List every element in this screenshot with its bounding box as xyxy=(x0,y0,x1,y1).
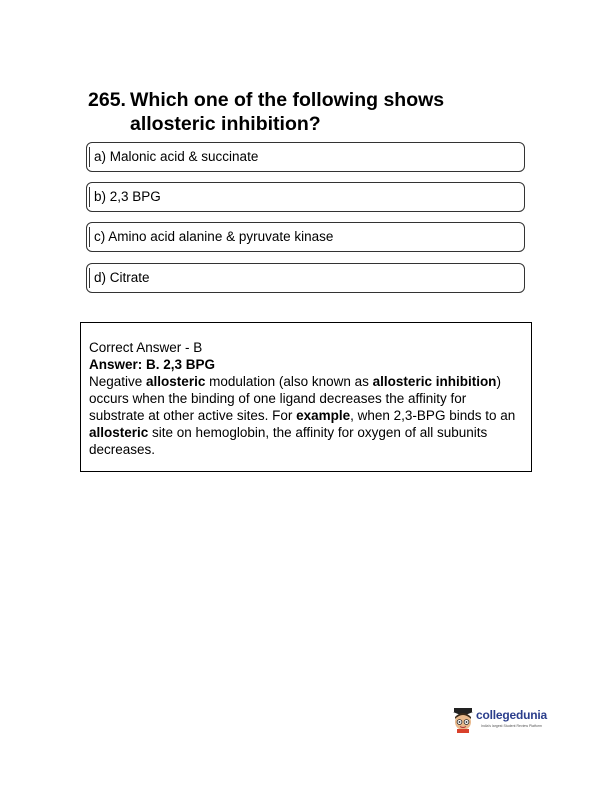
correct-answer: Correct Answer - B xyxy=(89,340,203,355)
explanation-segment: site on hemoglobin, the affinity for oxygen of all subunits decreases. xyxy=(89,425,488,457)
option-d[interactable]: d) Citrate xyxy=(86,263,525,293)
explanation-segment: , when 2,3-BPG binds to an xyxy=(350,408,516,423)
question-line-1: Which one of the following shows xyxy=(130,89,445,111)
option-c[interactable]: c) Amino acid alanine & pyruvate kinase xyxy=(86,222,525,252)
question-line-2: allosteric inhibition? xyxy=(130,113,321,135)
explanation-segment: allosteric inhibition xyxy=(372,374,497,389)
question-text xyxy=(88,88,528,136)
explanation-segment: allosteric xyxy=(89,425,149,440)
question-number: 265. xyxy=(88,89,126,111)
option-b[interactable]: b) 2,3 BPG xyxy=(86,182,525,212)
answer-explanation xyxy=(89,373,523,458)
option-a[interactable]: a) Malonic acid & succinate xyxy=(86,142,525,172)
explanation-segment: ) occurs when the binding of one ligand decreases the affinity for substrate at other active sites. For xyxy=(89,374,501,423)
answer-box xyxy=(80,322,532,472)
logo-brand: collegedunia xyxy=(476,708,547,722)
explanation-segment: modulation (also known as xyxy=(205,374,373,389)
answer-heading: Answer: B. 2,3 BPG xyxy=(89,357,216,372)
explanation-segment: example xyxy=(296,408,351,423)
explanation-segment: Negative xyxy=(89,374,147,389)
explanation-segment: allosteric xyxy=(146,374,206,389)
collegedunia-logo xyxy=(451,706,561,736)
mascot-icon xyxy=(451,707,475,733)
logo-tagline: India's largest Student Review Platform xyxy=(481,724,542,728)
